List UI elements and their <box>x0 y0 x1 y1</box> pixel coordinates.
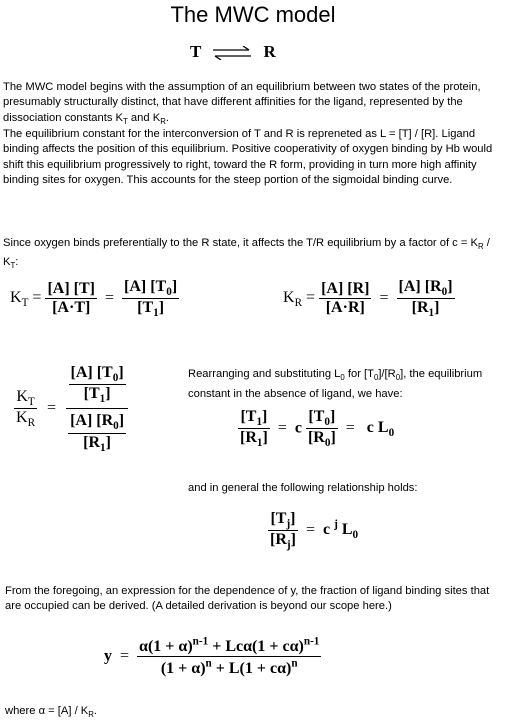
rearranging-paragraph: Rearranging and substituting $L_0$ for $[T_0]/[R_0]$, the equilibrium constant in the absence of ligand, we have: <box>188 368 483 401</box>
reaction-equation <box>190 42 276 62</box>
alpha-definition: where $\alpha = [A] / K_R$. <box>5 705 98 720</box>
reaction-left: T <box>190 42 202 61</box>
intro-paragraph-1: The MWC model begins with the assumption of an equilibrium between two states of the protein, presumably structurally distinct, that have different affinities for the ligand, represented by the dissociation constants $K_T$ and $K_R$. <box>3 81 481 126</box>
general-relationship-text: and in general the following relationship holds: <box>188 482 418 494</box>
equilibrium-arrows-icon <box>211 46 253 60</box>
factor-paragraph: Since oxygen binds preferentially to the R state, it affects the T/R equilibrium by a factor of $c = K_R / K_T$: <box>3 237 490 270</box>
page-title: The MWC model <box>170 2 336 27</box>
t1-r1-equation: $\frac{[T_1]}{[R_1]}$ = c $\frac{[T_0]}{[R_0]}$ = c $L_0$ <box>240 408 395 450</box>
tj-rj-equation: $\frac{[T_j]}{[R_j]}$ = c $^j$ $L_0$ <box>270 510 359 552</box>
reaction-right: R <box>263 42 276 61</box>
y-equation: y = $\frac{\alpha(1 + \alpha)^{n-1} + Lc\alpha(1 + c\alpha)^{n-1}}{(1 + \alpha)^n + L(1 + c\alpha)^n}$ <box>104 636 320 677</box>
foregoing-paragraph: From the foregoing, an expression for the dependence of y, the fraction of ligand binding sites that are occupied can be derived. (A detailed derivation is beyond our scope here.) <box>5 585 490 613</box>
intro-paragraph-2: The equilibrium constant for the interconversion of T and R is repreneted as L = [T] / [R]. Ligand binding affects the position of this equilibrium. Positive cooperativity of oxygen binding by Hb would shift this equilibrium progressively to right, toward the R form, providing in turn more high affinity binding sites for oxygen. This accounts for the steep portion of the sigmoidal binding curve. <box>3 128 493 186</box>
kr-equation: $K_R$ = $\frac{[A] [R]}{[A\cdot R]}$ = $\frac{[A] [R_0]}{[R_1]}$ <box>283 278 453 320</box>
kt-over-kr-equation: $\frac{K_T}{K_R}$ = $\frac{\frac{[A] [T_0]}{[T_1]}}{\frac{[A] [R_0]}{[R_1]}}$ <box>14 364 128 454</box>
kt-equation: $K_T$ = $\frac{[A] [T]}{[A\cdot T]}$ = $\frac{[A] [T_0]}{[T_1]}$ <box>10 278 178 320</box>
